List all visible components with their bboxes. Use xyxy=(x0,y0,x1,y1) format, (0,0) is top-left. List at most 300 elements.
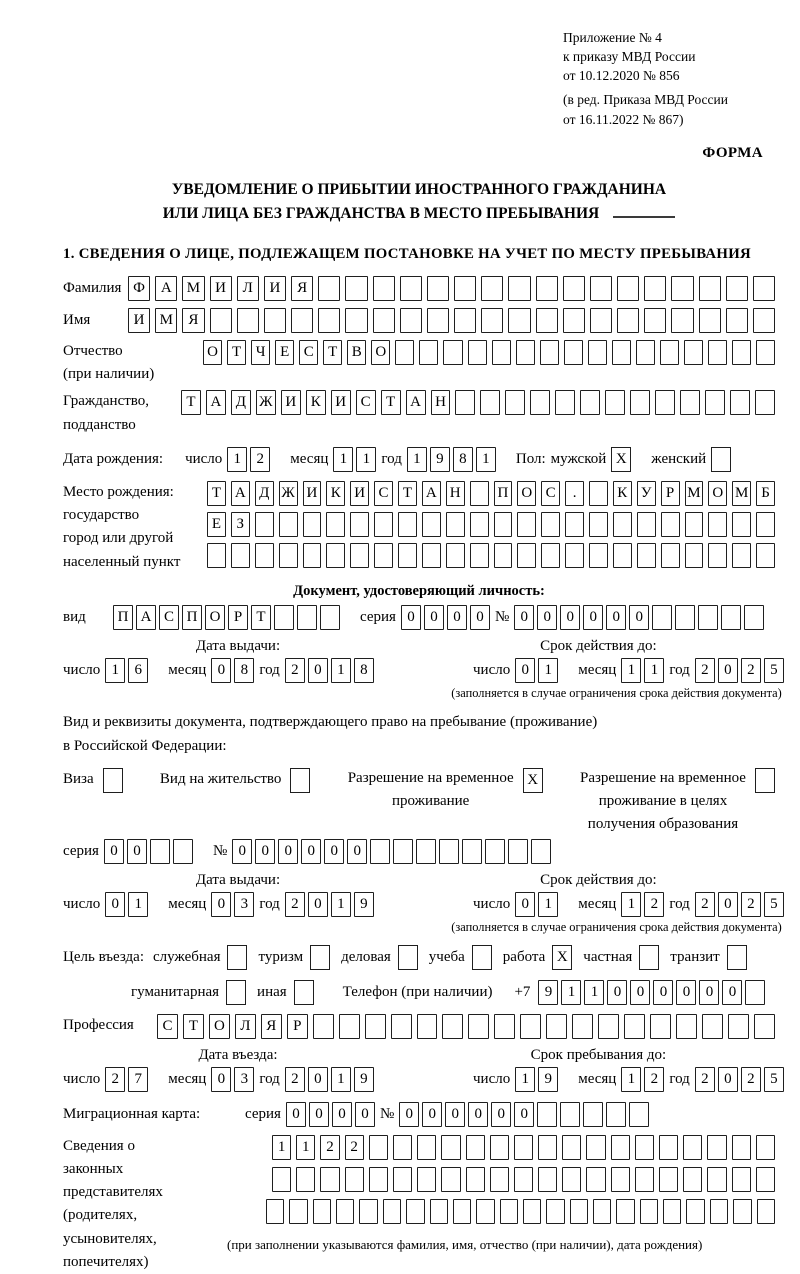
char-box[interactable]: Д xyxy=(231,390,251,415)
char-box[interactable] xyxy=(708,543,727,568)
char-box[interactable]: А xyxy=(155,276,177,301)
char-box[interactable] xyxy=(644,276,666,301)
char-box[interactable]: Т xyxy=(398,481,417,506)
char-box[interactable] xyxy=(393,839,413,864)
char-box[interactable] xyxy=(297,605,317,630)
char-box[interactable]: 0 xyxy=(653,980,673,1005)
char-box[interactable]: 1 xyxy=(515,1067,535,1092)
char-box[interactable]: 3 xyxy=(234,1067,254,1092)
char-box[interactable]: 2 xyxy=(644,1067,664,1092)
char-box[interactable]: Е xyxy=(275,340,294,365)
char-box[interactable]: 0 xyxy=(424,605,444,630)
char-box[interactable] xyxy=(231,543,250,568)
char-box[interactable] xyxy=(732,340,751,365)
char-box[interactable] xyxy=(726,276,748,301)
char-box[interactable] xyxy=(468,1014,489,1039)
char-box[interactable] xyxy=(676,1014,697,1039)
char-box[interactable] xyxy=(659,1135,678,1160)
char-box[interactable]: 0 xyxy=(104,839,124,864)
char-box[interactable] xyxy=(683,1135,702,1160)
char-box[interactable]: 1 xyxy=(538,658,558,683)
char-box[interactable] xyxy=(590,276,612,301)
char-box[interactable] xyxy=(680,390,700,415)
char-box[interactable]: Т xyxy=(183,1014,204,1039)
char-box[interactable]: 2 xyxy=(695,658,715,683)
char-box[interactable]: 0 xyxy=(211,658,231,683)
char-box[interactable] xyxy=(629,1102,649,1127)
char-box[interactable] xyxy=(494,512,513,537)
char-box[interactable]: О xyxy=(205,605,225,630)
char-box[interactable] xyxy=(756,340,775,365)
char-box[interactable]: 8 xyxy=(234,658,254,683)
char-box[interactable] xyxy=(586,1135,605,1160)
char-box[interactable]: 2 xyxy=(345,1135,364,1160)
char-box[interactable]: 0 xyxy=(232,839,252,864)
char-box[interactable]: 0 xyxy=(718,1067,738,1092)
char-box[interactable] xyxy=(589,512,608,537)
residence-permit-checkbox[interactable] xyxy=(290,768,310,793)
char-box[interactable] xyxy=(616,1199,634,1224)
char-box[interactable]: 2 xyxy=(695,892,715,917)
char-box[interactable] xyxy=(508,276,530,301)
char-box[interactable] xyxy=(685,512,704,537)
char-box[interactable] xyxy=(374,543,393,568)
char-box[interactable]: 0 xyxy=(308,1067,328,1092)
char-box[interactable] xyxy=(624,1014,645,1039)
char-box[interactable] xyxy=(443,340,462,365)
char-box[interactable] xyxy=(593,1199,611,1224)
char-box[interactable] xyxy=(699,308,721,333)
char-box[interactable] xyxy=(520,1014,541,1039)
char-box[interactable]: 0 xyxy=(699,980,719,1005)
char-box[interactable] xyxy=(318,308,340,333)
char-box[interactable]: 0 xyxy=(347,839,367,864)
char-box[interactable]: 0 xyxy=(515,892,535,917)
char-box[interactable] xyxy=(359,1199,377,1224)
char-box[interactable]: 1 xyxy=(331,892,351,917)
char-box[interactable] xyxy=(708,340,727,365)
char-box[interactable]: П xyxy=(494,481,513,506)
purpose-private-checkbox[interactable] xyxy=(639,945,659,970)
char-box[interactable] xyxy=(400,276,422,301)
char-box[interactable]: П xyxy=(113,605,133,630)
char-box[interactable]: Я xyxy=(291,276,313,301)
char-box[interactable] xyxy=(757,1199,775,1224)
char-box[interactable]: В xyxy=(347,340,366,365)
char-box[interactable] xyxy=(494,543,513,568)
char-box[interactable] xyxy=(732,543,751,568)
char-box[interactable]: 0 xyxy=(211,892,231,917)
char-box[interactable] xyxy=(266,1199,284,1224)
char-box[interactable]: Р xyxy=(287,1014,308,1039)
char-box[interactable]: 0 xyxy=(445,1102,465,1127)
char-box[interactable]: 2 xyxy=(741,658,761,683)
purpose-other-checkbox[interactable] xyxy=(294,980,314,1005)
char-box[interactable]: 0 xyxy=(491,1102,511,1127)
char-box[interactable]: 9 xyxy=(354,892,374,917)
char-box[interactable] xyxy=(630,390,650,415)
char-box[interactable] xyxy=(490,1135,509,1160)
char-box[interactable]: К xyxy=(306,390,326,415)
char-box[interactable]: 0 xyxy=(607,980,627,1005)
char-box[interactable]: 0 xyxy=(583,605,603,630)
char-box[interactable] xyxy=(617,308,639,333)
char-box[interactable]: 0 xyxy=(514,605,534,630)
char-box[interactable] xyxy=(637,543,656,568)
char-box[interactable]: 1 xyxy=(621,658,641,683)
char-box[interactable] xyxy=(685,543,704,568)
char-box[interactable] xyxy=(416,839,436,864)
char-box[interactable]: 0 xyxy=(401,605,421,630)
char-box[interactable] xyxy=(562,1135,581,1160)
char-box[interactable] xyxy=(453,1199,471,1224)
char-box[interactable] xyxy=(708,512,727,537)
char-box[interactable]: 1 xyxy=(538,892,558,917)
char-box[interactable]: 8 xyxy=(453,447,473,472)
char-box[interactable] xyxy=(756,1135,775,1160)
char-box[interactable]: 2 xyxy=(285,1067,305,1092)
char-box[interactable] xyxy=(505,390,525,415)
char-box[interactable] xyxy=(663,1199,681,1224)
char-box[interactable]: И xyxy=(303,481,322,506)
sex-male-checkbox[interactable]: X xyxy=(611,447,631,472)
char-box[interactable]: 0 xyxy=(422,1102,442,1127)
char-box[interactable] xyxy=(427,276,449,301)
char-box[interactable]: 0 xyxy=(630,980,650,1005)
char-box[interactable]: С xyxy=(374,481,393,506)
char-box[interactable] xyxy=(560,1102,580,1127)
char-box[interactable] xyxy=(572,1014,593,1039)
char-box[interactable] xyxy=(644,308,666,333)
char-box[interactable]: 0 xyxy=(676,980,696,1005)
char-box[interactable] xyxy=(326,543,345,568)
char-box[interactable] xyxy=(370,839,390,864)
char-box[interactable] xyxy=(698,605,718,630)
char-box[interactable]: А xyxy=(231,481,250,506)
sex-female-checkbox[interactable] xyxy=(711,447,731,472)
char-box[interactable]: 5 xyxy=(764,658,784,683)
char-box[interactable]: С xyxy=(541,481,560,506)
char-box[interactable] xyxy=(455,390,475,415)
char-box[interactable]: Т xyxy=(251,605,271,630)
char-box[interactable] xyxy=(517,543,536,568)
char-box[interactable]: Л xyxy=(237,276,259,301)
char-box[interactable] xyxy=(541,543,560,568)
char-box[interactable]: 0 xyxy=(514,1102,534,1127)
char-box[interactable] xyxy=(237,308,259,333)
char-box[interactable] xyxy=(707,1167,726,1192)
char-box[interactable]: О xyxy=(708,481,727,506)
char-box[interactable]: 1 xyxy=(621,1067,641,1092)
char-box[interactable]: И xyxy=(264,276,286,301)
char-box[interactable]: 1 xyxy=(227,447,247,472)
char-box[interactable] xyxy=(369,1135,388,1160)
char-box[interactable]: 9 xyxy=(538,980,558,1005)
char-box[interactable] xyxy=(540,340,559,365)
char-box[interactable] xyxy=(446,512,465,537)
char-box[interactable]: 0 xyxy=(399,1102,419,1127)
char-box[interactable] xyxy=(588,340,607,365)
char-box[interactable] xyxy=(470,512,489,537)
char-box[interactable] xyxy=(536,276,558,301)
char-box[interactable] xyxy=(565,512,584,537)
char-box[interactable] xyxy=(207,543,226,568)
char-box[interactable] xyxy=(745,980,765,1005)
char-box[interactable]: 0 xyxy=(470,605,490,630)
char-box[interactable]: 0 xyxy=(278,839,298,864)
char-box[interactable] xyxy=(531,839,551,864)
purpose-humanitarian-checkbox[interactable] xyxy=(226,980,246,1005)
char-box[interactable]: И xyxy=(350,481,369,506)
char-box[interactable] xyxy=(210,308,232,333)
char-box[interactable]: И xyxy=(331,390,351,415)
char-box[interactable] xyxy=(326,512,345,537)
char-box[interactable] xyxy=(728,1014,749,1039)
char-box[interactable] xyxy=(442,1014,463,1039)
char-box[interactable]: 1 xyxy=(644,658,664,683)
char-box[interactable]: 0 xyxy=(468,1102,488,1127)
char-box[interactable]: 2 xyxy=(285,658,305,683)
char-box[interactable] xyxy=(508,308,530,333)
char-box[interactable]: А xyxy=(136,605,156,630)
char-box[interactable]: 0 xyxy=(560,605,580,630)
char-box[interactable] xyxy=(721,605,741,630)
char-box[interactable]: 9 xyxy=(430,447,450,472)
char-box[interactable]: О xyxy=(517,481,536,506)
char-box[interactable]: Т xyxy=(323,340,342,365)
char-box[interactable] xyxy=(490,1167,509,1192)
char-box[interactable] xyxy=(350,543,369,568)
char-box[interactable]: 1 xyxy=(272,1135,291,1160)
char-box[interactable] xyxy=(611,1167,630,1192)
char-box[interactable] xyxy=(345,276,367,301)
char-box[interactable]: 0 xyxy=(606,605,626,630)
char-box[interactable] xyxy=(400,308,422,333)
char-box[interactable]: 1 xyxy=(128,892,148,917)
char-box[interactable]: 5 xyxy=(764,1067,784,1092)
char-box[interactable] xyxy=(279,512,298,537)
char-box[interactable]: М xyxy=(182,276,204,301)
char-box[interactable] xyxy=(422,512,441,537)
char-box[interactable] xyxy=(345,1167,364,1192)
char-box[interactable] xyxy=(726,308,748,333)
char-box[interactable] xyxy=(480,390,500,415)
char-box[interactable]: 0 xyxy=(355,1102,375,1127)
char-box[interactable] xyxy=(661,543,680,568)
char-box[interactable]: О xyxy=(209,1014,230,1039)
char-box[interactable]: 0 xyxy=(629,605,649,630)
blank-underline[interactable] xyxy=(613,204,675,218)
char-box[interactable] xyxy=(570,1199,588,1224)
char-box[interactable]: С xyxy=(159,605,179,630)
char-box[interactable]: 0 xyxy=(301,839,321,864)
char-box[interactable] xyxy=(476,1199,494,1224)
char-box[interactable] xyxy=(732,1167,751,1192)
char-box[interactable] xyxy=(393,1135,412,1160)
char-box[interactable] xyxy=(303,543,322,568)
char-box[interactable] xyxy=(589,543,608,568)
char-box[interactable]: 0 xyxy=(718,892,738,917)
char-box[interactable]: 0 xyxy=(308,658,328,683)
char-box[interactable] xyxy=(466,1135,485,1160)
char-box[interactable]: 0 xyxy=(309,1102,329,1127)
char-box[interactable] xyxy=(671,276,693,301)
char-box[interactable] xyxy=(611,1135,630,1160)
char-box[interactable]: П xyxy=(182,605,202,630)
char-box[interactable] xyxy=(150,839,170,864)
purpose-tourism-checkbox[interactable] xyxy=(310,945,330,970)
char-box[interactable] xyxy=(733,1199,751,1224)
char-box[interactable] xyxy=(753,308,775,333)
char-box[interactable] xyxy=(318,276,340,301)
char-box[interactable] xyxy=(514,1135,533,1160)
char-box[interactable] xyxy=(530,390,550,415)
char-box[interactable] xyxy=(345,308,367,333)
char-box[interactable]: 1 xyxy=(331,658,351,683)
char-box[interactable] xyxy=(289,1199,307,1224)
char-box[interactable]: Ж xyxy=(279,481,298,506)
char-box[interactable]: С xyxy=(356,390,376,415)
char-box[interactable]: 0 xyxy=(308,892,328,917)
char-box[interactable]: С xyxy=(299,340,318,365)
char-box[interactable]: 1 xyxy=(584,980,604,1005)
char-box[interactable] xyxy=(500,1199,518,1224)
char-box[interactable] xyxy=(393,1167,412,1192)
char-box[interactable]: Л xyxy=(235,1014,256,1039)
char-box[interactable] xyxy=(466,1167,485,1192)
char-box[interactable] xyxy=(462,839,482,864)
char-box[interactable] xyxy=(580,390,600,415)
char-box[interactable]: 0 xyxy=(211,1067,231,1092)
char-box[interactable] xyxy=(492,340,511,365)
char-box[interactable] xyxy=(374,512,393,537)
char-box[interactable]: Т xyxy=(227,340,246,365)
char-box[interactable]: А xyxy=(406,390,426,415)
char-box[interactable]: Ф xyxy=(128,276,150,301)
char-box[interactable]: Ж xyxy=(256,390,276,415)
char-box[interactable] xyxy=(313,1014,334,1039)
char-box[interactable]: 0 xyxy=(718,658,738,683)
char-box[interactable]: 1 xyxy=(331,1067,351,1092)
char-box[interactable] xyxy=(291,308,313,333)
char-box[interactable] xyxy=(514,1167,533,1192)
char-box[interactable] xyxy=(173,839,193,864)
char-box[interactable] xyxy=(684,340,703,365)
char-box[interactable] xyxy=(395,340,414,365)
char-box[interactable]: 0 xyxy=(105,892,125,917)
char-box[interactable]: 2 xyxy=(695,1067,715,1092)
char-box[interactable] xyxy=(454,308,476,333)
char-box[interactable] xyxy=(517,512,536,537)
char-box[interactable] xyxy=(369,1167,388,1192)
char-box[interactable] xyxy=(637,512,656,537)
char-box[interactable] xyxy=(671,308,693,333)
purpose-transit-checkbox[interactable] xyxy=(727,945,747,970)
char-box[interactable]: Н xyxy=(446,481,465,506)
char-box[interactable]: 1 xyxy=(476,447,496,472)
char-box[interactable] xyxy=(563,308,585,333)
char-box[interactable] xyxy=(538,1167,557,1192)
char-box[interactable]: Т xyxy=(381,390,401,415)
char-box[interactable] xyxy=(417,1014,438,1039)
char-box[interactable] xyxy=(446,543,465,568)
char-box[interactable]: 1 xyxy=(296,1135,315,1160)
char-box[interactable] xyxy=(755,390,775,415)
char-box[interactable]: 8 xyxy=(354,658,374,683)
char-box[interactable] xyxy=(675,605,695,630)
char-box[interactable] xyxy=(536,308,558,333)
char-box[interactable] xyxy=(605,390,625,415)
char-box[interactable] xyxy=(563,276,585,301)
char-box[interactable]: 2 xyxy=(741,1067,761,1092)
char-box[interactable] xyxy=(320,605,340,630)
char-box[interactable]: М xyxy=(732,481,751,506)
char-box[interactable] xyxy=(508,839,528,864)
char-box[interactable] xyxy=(441,1135,460,1160)
char-box[interactable]: Р xyxy=(661,481,680,506)
char-box[interactable] xyxy=(538,1135,557,1160)
char-box[interactable] xyxy=(274,605,294,630)
char-box[interactable] xyxy=(730,390,750,415)
char-box[interactable] xyxy=(373,308,395,333)
char-box[interactable] xyxy=(652,605,672,630)
char-box[interactable]: 0 xyxy=(537,605,557,630)
char-box[interactable] xyxy=(756,512,775,537)
char-box[interactable]: И xyxy=(128,308,150,333)
char-box[interactable] xyxy=(339,1014,360,1039)
char-box[interactable] xyxy=(468,340,487,365)
char-box[interactable] xyxy=(255,512,274,537)
char-box[interactable]: 1 xyxy=(356,447,376,472)
char-box[interactable]: 1 xyxy=(105,658,125,683)
char-box[interactable] xyxy=(732,1135,751,1160)
char-box[interactable] xyxy=(705,390,725,415)
char-box[interactable]: 1 xyxy=(561,980,581,1005)
char-box[interactable] xyxy=(516,340,535,365)
char-box[interactable] xyxy=(546,1014,567,1039)
char-box[interactable] xyxy=(606,1102,626,1127)
purpose-work-checkbox[interactable]: X xyxy=(552,945,572,970)
char-box[interactable] xyxy=(590,308,612,333)
char-box[interactable]: 2 xyxy=(105,1067,125,1092)
char-box[interactable] xyxy=(564,340,583,365)
visa-checkbox[interactable] xyxy=(103,768,123,793)
char-box[interactable]: Н xyxy=(431,390,451,415)
char-box[interactable] xyxy=(398,512,417,537)
char-box[interactable] xyxy=(430,1199,448,1224)
char-box[interactable]: Д xyxy=(255,481,274,506)
char-box[interactable] xyxy=(336,1199,354,1224)
char-box[interactable]: Я xyxy=(182,308,204,333)
char-box[interactable] xyxy=(562,1167,581,1192)
char-box[interactable]: Б xyxy=(756,481,775,506)
char-box[interactable]: 2 xyxy=(644,892,664,917)
char-box[interactable] xyxy=(481,276,503,301)
char-box[interactable] xyxy=(565,543,584,568)
temp-residence-edu-checkbox[interactable] xyxy=(755,768,775,793)
char-box[interactable] xyxy=(419,340,438,365)
char-box[interactable]: 6 xyxy=(128,658,148,683)
char-box[interactable]: 0 xyxy=(255,839,275,864)
char-box[interactable] xyxy=(537,1102,557,1127)
char-box[interactable] xyxy=(655,390,675,415)
char-box[interactable]: 1 xyxy=(407,447,427,472)
char-box[interactable]: 0 xyxy=(127,839,147,864)
char-box[interactable]: О xyxy=(371,340,390,365)
char-box[interactable] xyxy=(272,1167,291,1192)
char-box[interactable]: 3 xyxy=(234,892,254,917)
char-box[interactable] xyxy=(756,543,775,568)
